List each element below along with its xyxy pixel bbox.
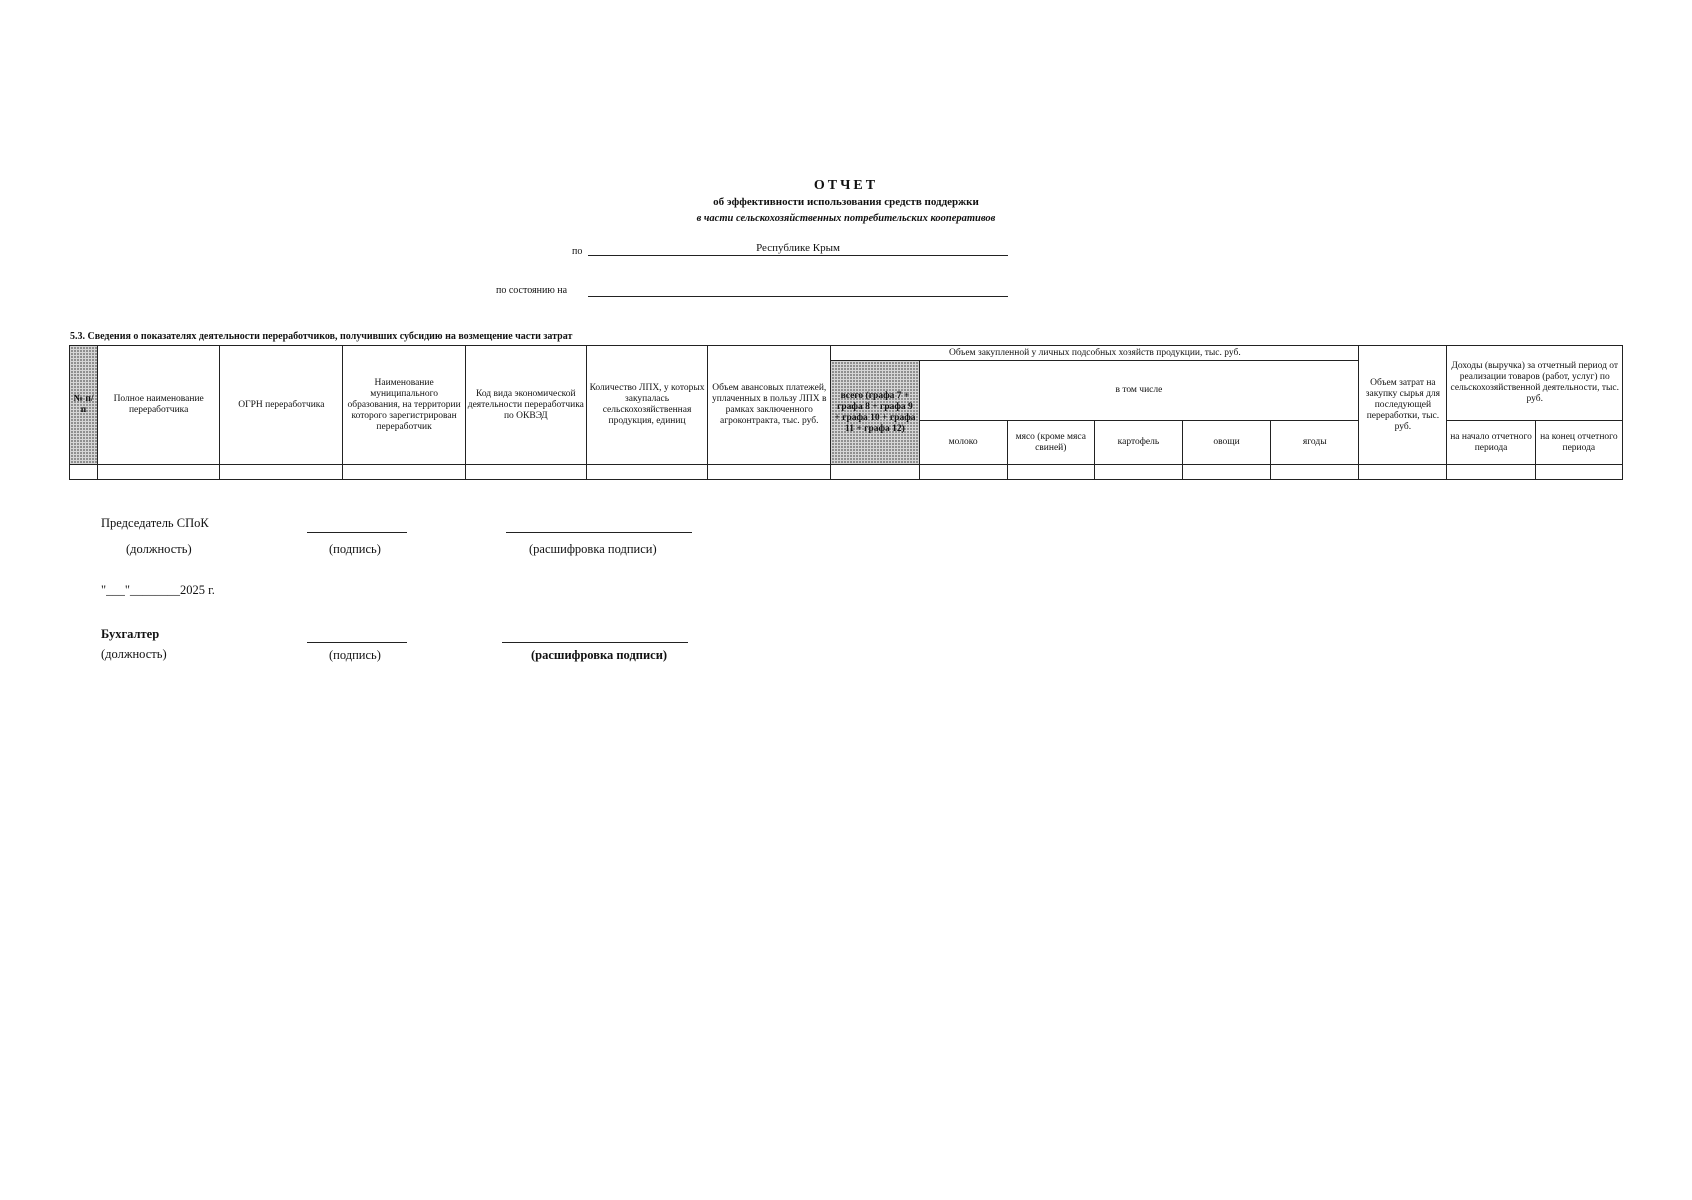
sub-header-milk: молоко	[919, 421, 1007, 465]
col-header-number: № п/п	[70, 346, 98, 465]
cell-berries[interactable]	[1271, 465, 1359, 480]
report-subtitle: об эффективности использования средств поддержки	[713, 196, 979, 208]
cell-vegetables[interactable]	[1182, 465, 1270, 480]
section-title: 5.3. Сведения о показателях деятельности переработчиков, получивших субсидию на возмещение части затрат	[70, 331, 573, 342]
cell-total[interactable]	[831, 465, 919, 480]
sub-header-berries: ягоды	[1271, 421, 1359, 465]
sub-header-vegetables: овощи	[1182, 421, 1270, 465]
col-header-municipality: Наименование муниципального образования, на территории которого зарегистрирован переработчик	[343, 346, 465, 465]
sub-header-potato: картофель	[1094, 421, 1182, 465]
cell-milk[interactable]	[919, 465, 1007, 480]
cell-period-end[interactable]	[1535, 465, 1622, 480]
accountant-signature-caption: (подпись)	[329, 648, 381, 662]
report-title: ОТЧЕТ	[813, 178, 879, 193]
chairman-decoding-caption: (расшифровка подписи)	[529, 542, 657, 556]
accountant-decoding-caption: (расшифровка подписи)	[531, 648, 668, 662]
col-header-advance: Объем авансовых платежей, уплаченных в пользу ЛПХ в рамках заключенного агроконтракта, тыс. руб.	[708, 346, 831, 465]
col-header-total: всего (графа 7 + графа 8 + графа 9 + графа 10 + графа 11 + графа 12)	[831, 361, 919, 465]
chairman-label: Председатель СПоК	[101, 516, 209, 530]
accountant-decoding-line[interactable]	[502, 641, 688, 643]
cell-lph-count[interactable]	[586, 465, 707, 480]
date-line[interactable]: "___"________2025 г.	[101, 583, 215, 597]
cell-period-start[interactable]	[1447, 465, 1535, 480]
cell-municipality[interactable]	[343, 465, 465, 480]
cell-meat[interactable]	[1007, 465, 1094, 480]
chairman-signature-caption: (подпись)	[329, 542, 381, 556]
col-header-okved: Код вида экономической деятельности переработчика по ОКВЭД	[465, 346, 586, 465]
region-field[interactable]: Республике Крым	[588, 241, 1008, 256]
cell-okved[interactable]	[465, 465, 586, 480]
table-row	[70, 465, 1623, 480]
cell-advance[interactable]	[708, 465, 831, 480]
region-label: по	[572, 246, 583, 257]
date-label: по состоянию на	[496, 285, 568, 296]
chairman-signature-line[interactable]	[307, 531, 407, 533]
accountant-position-caption: (должность)	[101, 647, 167, 661]
cell-number[interactable]	[70, 465, 98, 480]
col-header-name: Полное наименование переработчика	[98, 346, 220, 465]
report-table	[69, 345, 1623, 480]
accountant-label: Бухгалтер	[101, 627, 160, 641]
col-header-costs: Объем затрат на закупку сырья для последующей переработки, тыс. руб.	[1359, 346, 1447, 465]
cell-potato[interactable]	[1094, 465, 1182, 480]
group-header-including: в том числе	[919, 361, 1359, 421]
accountant-signature-line[interactable]	[307, 641, 407, 643]
group-header-purchase: Объем закупленной у личных подсобных хозяйств продукции, тыс. руб.	[831, 346, 1359, 361]
col-header-lph-count: Количество ЛПХ, у которых закупалась сельскохозяйственная продукция, единиц	[586, 346, 707, 465]
sub-header-period-start: на начало отчетного периода	[1447, 421, 1535, 465]
report-subtitle-italic: в части сельскохозяйственных потребительских кооперативов	[696, 213, 996, 224]
date-field[interactable]	[588, 282, 1008, 297]
group-header-income: Доходы (выручка) за отчетный период от реализации товаров (работ, услуг) по сельскохозяйственной деятельности, тыс. руб.	[1447, 346, 1623, 421]
chairman-position-caption: (должность)	[126, 542, 192, 556]
sub-header-meat: мясо (кроме мяса свиней)	[1007, 421, 1094, 465]
chairman-decoding-line[interactable]	[506, 531, 692, 533]
sub-header-period-end: на конец отчетного периода	[1535, 421, 1622, 465]
cell-costs[interactable]	[1359, 465, 1447, 480]
cell-ogrn[interactable]	[220, 465, 343, 480]
col-header-ogrn: ОГРН переработчика	[220, 346, 343, 465]
cell-name[interactable]	[98, 465, 220, 480]
